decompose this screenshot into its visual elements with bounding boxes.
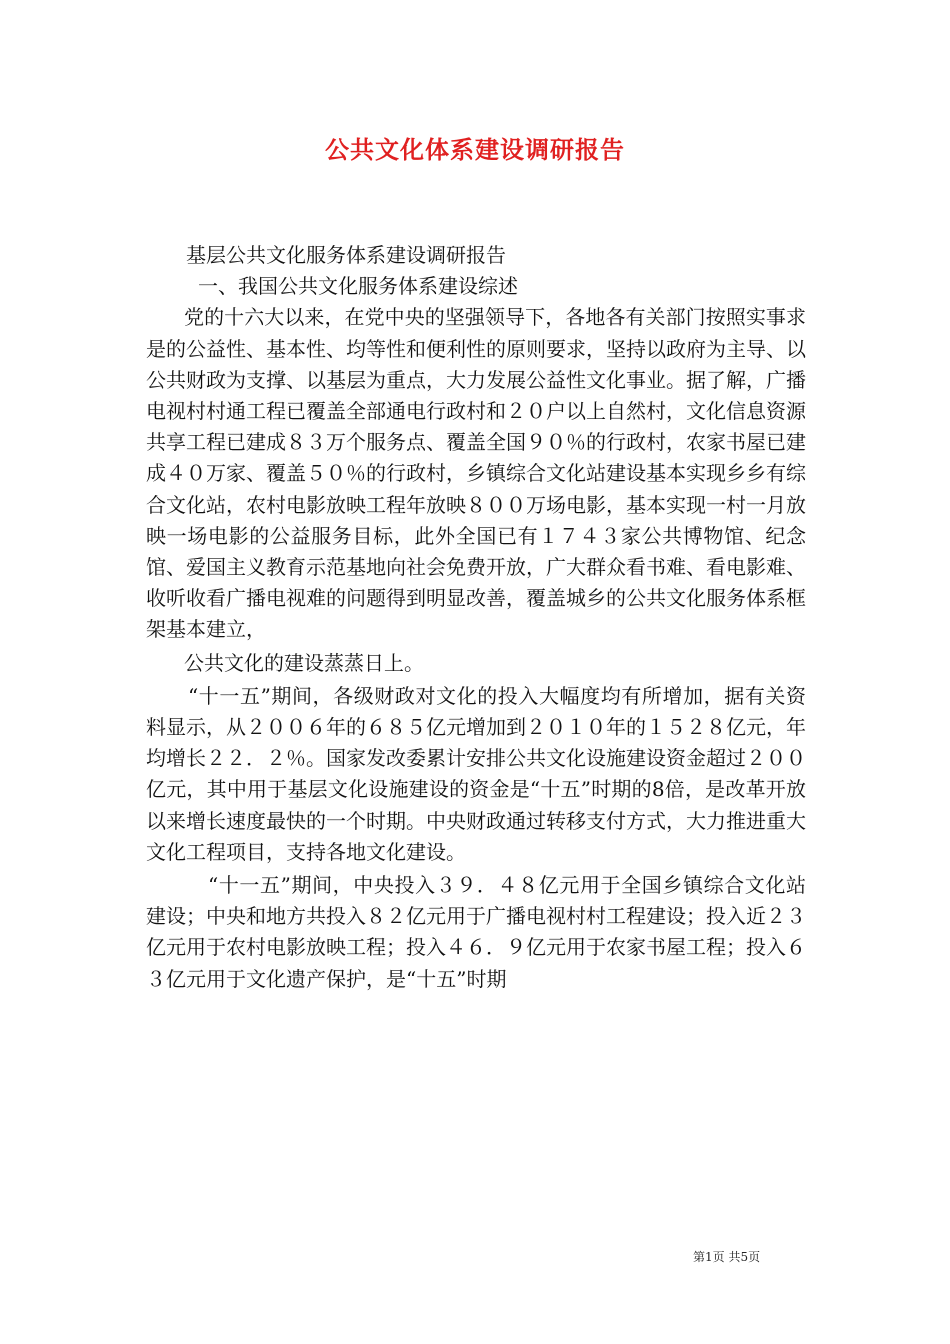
section-heading: 一、我国公共文化服务体系建设综述	[198, 274, 518, 299]
paragraph-overview: 党的十六大以来，在党中央的坚强领导下，各地各有关部门按照实事求是的公益性、基本性、均等性和便利性的原则要求，坚持以政府为主导、以公共财政为支撑、以基层为重点，大力发展公益性文化事业。据了解，广播电视村村通工程已覆盖全部通电行政村和２０户以上自然村，文化信息资源共享工程已建成８３万个服务点、覆盖全国９０％的行政村，农家书屋已建成４０万家、覆盖５０％的行政村，乡镇综合文化站建设基本实现乡乡有综合文化站，农村电影放映工程年放映８００万场电影，基本实现一村一月放映一场电影的公益服务目标，此外全国已有１７４３家公共博物馆、纪念馆、爱国主义教育示范基地向社会免费开放，广大群众看书难、看电影难、收听收看广播电视难的问题得到明显改善，覆盖城乡的公共文化服务体系框架基本建立，	[146, 305, 806, 642]
paragraph-central-funding: “十一五”期间，中央投入３９．４８亿元用于全国乡镇综合文化站建设；中央和地方共投入８２亿元用于广播电视村村工程建设；投入近２３亿元用于农村电影放映工程；投入４６．９亿元用于农家书屋工程；投入６３亿元用于文化遗产保护，是“十五”时期	[146, 873, 806, 991]
paragraph-investment: “十一五”期间，各级财政对文化的投入大幅度均有所增加，据有关资料显示，从２００６年的６８５亿元增加到２０１０年的１５２８亿元，年均增长２２．２％。国家发改委累计安排公共文化设施建设资金超过２００亿元，其中用于基层文化设施建设的资金是“十五”时期的8倍，是改革开放以来增长速度最快的一个时期。中央财政通过转移支付方式，大力推进重大文化工程项目，支持各地文化建设。	[146, 683, 806, 864]
footer-suffix: 页	[748, 1250, 761, 1264]
report-subtitle: 基层公共文化服务体系建设调研报告	[186, 243, 506, 267]
document-body	[146, 240, 806, 995]
page-footer	[693, 1248, 760, 1265]
document-title: 公共文化体系建设调研报告	[325, 135, 625, 164]
footer-current-page: 1	[705, 1250, 713, 1264]
paragraph-summary: 公共文化的建设蒸蒸日上。	[184, 650, 424, 675]
footer-prefix: 第	[693, 1250, 706, 1264]
footer-total-pages: 5	[740, 1250, 749, 1264]
footer-middle: 页 共	[712, 1250, 741, 1264]
